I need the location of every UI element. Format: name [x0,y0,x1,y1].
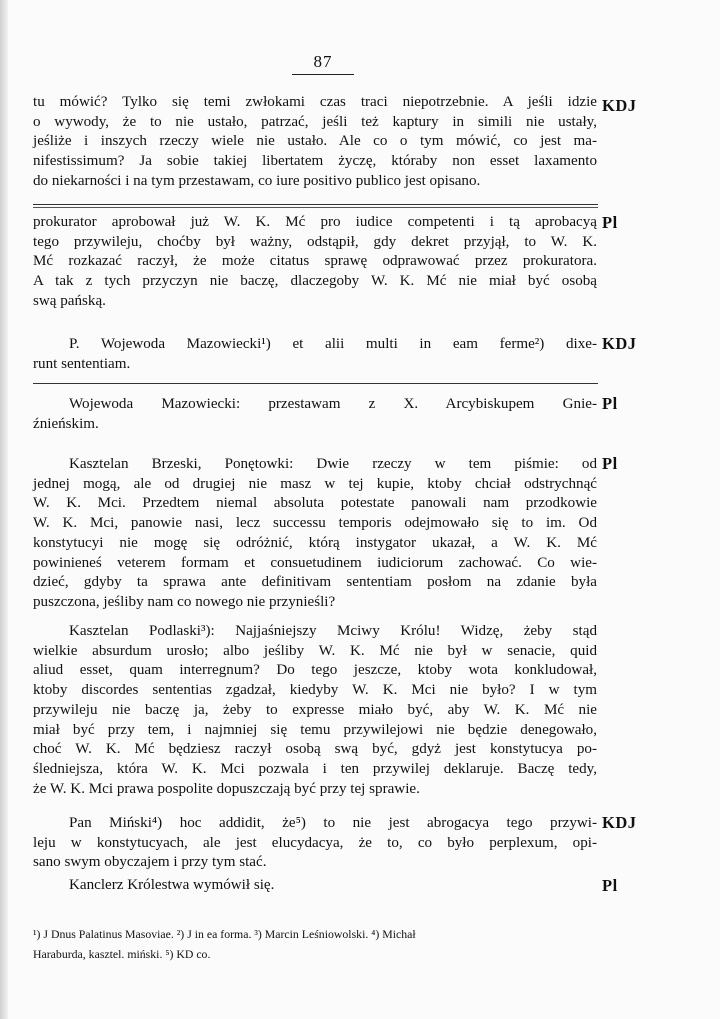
text-line: powinieneś veterem formam et consuetudinem iudiciorum zachować. Co wie- [33,554,597,571]
text-line: leju w konstytucyach, ale jest elucydacya, że to, co było perplexum, opi- [33,834,597,851]
paragraph-block-1 [33,213,597,312]
scan-edge [0,0,8,1019]
page-number: 87 [292,52,354,75]
text-line: Kasztelan Brzeski, Ponętowki: Dwie rzeczy w tem piśmie: od [69,456,597,472]
paragraph-block-5 [33,622,597,799]
footnote-line: Haraburda, kasztel. miński. ⁵) KD co. [33,947,211,961]
text-line: śledniejsza, która W. K. Mci pozwala i ten przywilej deklaruje. Baczę tedy, [33,760,597,777]
speaker-mark: KDJ [602,334,637,353]
text-line: P. Wojewoda Mazowiecki¹) et alii multi in eam ferme²) dixe- [69,336,597,352]
footnote-line: ¹) J Dnus Palatinus Masoviae. ²) J in ea forma. ³) Marcin Leśniowolski. ⁴) Michał [33,927,416,941]
text-line: Kanclerz Królestwa wymówił się. [69,877,275,893]
speaker-mark: Pl [602,213,618,232]
speaker-mark: KDJ [602,813,637,832]
speaker-mark: Pl [602,394,618,413]
paragraph-block-6 [33,814,597,873]
text-line: Mć rozkazać raczył, że może citatus sprawę odprawować przez prokuratora. [33,253,597,270]
text-line: Pan Miński⁴) hoc addidit, że⁵) to nie jest abrogacya tego przywi- [69,815,597,831]
text-line: o wywody, że to nie ustało, patrzać, jeśli też kaptury in simili nie ustały, [33,113,597,130]
text-line: jednej mogą, ale od drugiej nie masz w tej kupie, ktoby chciał odstrychnąć [33,475,597,492]
text-line: Kasztelan Podlaski³): Najjaśniejszy Mciwy Królu! Widzę, żeby stąd [69,623,597,639]
text-line: jeśliże i inszych rzeczy wiele nie ustało. Ale co o tym mówić, co jest ma- [33,133,597,150]
paragraph-block-2 [33,335,597,374]
text-line: sano swym obyczajem i przy tym stać. [33,854,267,871]
text-line: przywileju nie baczę ja, żeby to expresse miało być, aby W. K. Mć nie [33,701,597,718]
paragraph-block-0 [33,93,597,192]
text-line: nifestissimum? Ja sobie takiej libertatem życzę, któraby non esset laxamento [33,153,597,170]
text-line: wielkie absurdum urosło; albo jeśliby W. K. Mć nie był w senacie, quid [33,642,597,659]
text-line: tu mówić? Tylko się temi zwłokami czas traci niepotrzebnie. A jeśli idzie [33,94,597,110]
text-line: dzieć, gdyby ta sprawa ante definitivam sententiam posłom na zdanie była [33,574,597,591]
text-line: runt sententiam. [33,355,131,372]
speaker-mark: Pl [602,876,618,895]
section-divider [33,383,598,384]
text-line: W. K. Mci, panowie nasi, lecz successu temporis odejmowało się to im. Od [33,515,597,532]
footnotes [33,924,597,964]
text-line: aliud esset, quam interregnum? Do tego jeszcze, ktoby wota konkludował, [33,662,597,679]
text-line: ktoby discordes sententias zgadzał, kiedyby W. K. Mci nie było? I w tym [33,682,597,699]
paragraph-block-7 [33,876,597,896]
text-line: A tak z tych przyczyn nie baczę, dlaczegoby W. K. Mć nie miał być osobą [33,273,597,290]
text-line: prokurator aprobował już W. K. Mć pro iudice competenti i tą aprobacyą [33,214,597,230]
paragraph-block-4 [33,455,597,613]
text-line: do niekarności i na tym przestawam, co iure positivo publico jest opisano. [33,172,481,189]
text-line: źnieńskim. [33,415,99,432]
text-line: choć W. K. Mć będziesz raczył osobą swą być, gdyż jest konstytucya po- [33,741,597,758]
text-line: że W. K. Mci prawa pospolite dopuszczają być przy tej sprawie. [33,780,420,797]
section-divider [33,204,598,205]
speaker-mark: Pl [602,454,618,473]
text-line: miał być przy tem, i najmniej się temu przywilejowi nie będzie denegowało, [33,721,597,738]
text-line: Wojewoda Mazowiecki: przestawam z X. Arcybiskupem Gnie- [69,396,597,412]
text-line: tego przywileju, choćby był ważny, odstąpił, gdy dekret przyjął, to W. K. [33,233,597,250]
paragraph-block-3 [33,395,597,434]
text-line: puszczona, jeśliby nam co nowego nie przynieśli? [33,593,336,610]
text-line: konstytucyi nie mogę się odróżnić, którą instygator ukazał, a W. K. Mć [33,534,597,551]
speaker-mark: KDJ [602,96,637,115]
text-line: W. K. Mci. Przedtem niemal absoluta potestate panowali nam przodkowie [33,495,597,512]
text-line: swą pańską. [33,292,106,309]
